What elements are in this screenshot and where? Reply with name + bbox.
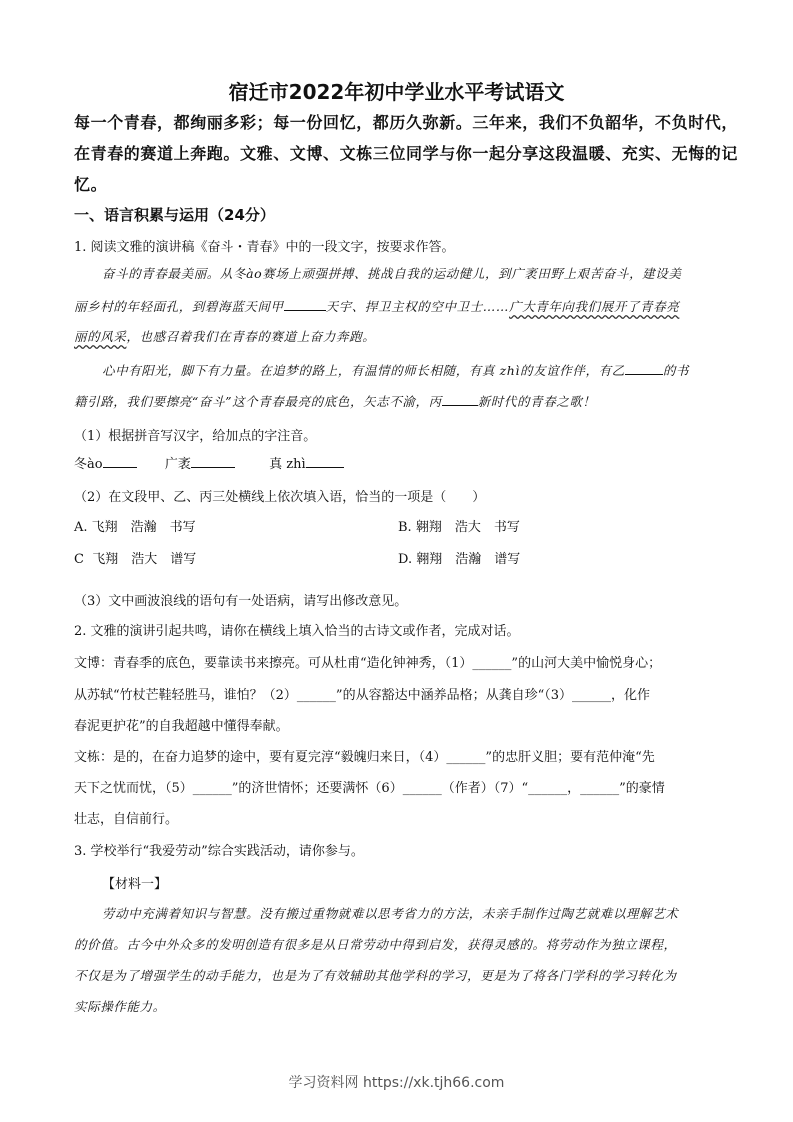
sub-question-3: （3）文中画波浪线的语句有一处语病，请写出修改意见。 <box>74 594 408 609</box>
dialogue-line-2: 从苏轼“竹杖芒鞋轻胜马，谁怕？（2）______”的从容豁达中涵养品格；从龚自珍“（3）______，化作 <box>74 688 650 703</box>
dialogue-line-3: 春泥更护花”的自我超越中懂得奉献。 <box>74 719 289 734</box>
question-3-stem: 3. 学校举行“我爱劳动”综合实践活动，请你参与。 <box>74 844 364 859</box>
material-line-2: 的价值。古今中外众多的发明创造有很多是从日常劳动中得到启发，获得灵感的。将劳动作为独立课程， <box>74 937 677 952</box>
question-1-stem: 1. 阅读文雅的演讲稿《奋斗・青春》中的一段文字，按要求作答。 <box>74 240 455 255</box>
intro-line-1: 每一个青春，都绚丽多彩；每一份回忆，都历久弥新。三年来，我们不负韶华，不负时代， <box>74 113 739 132</box>
pinyin-item: 真 zhì <box>269 457 306 472</box>
dialogue-line-5: 天下之忧而忧，（5）______”的济世情怀；还要满怀（6）______（作者）（7）“______，______”的豪情 <box>74 781 665 796</box>
passage-text: ，也感召着我们在青春的赛道上奋力奔跑。 <box>126 329 376 344</box>
option-a[interactable]: A. 飞翔 浩瀚 书写 <box>74 520 196 535</box>
footer-watermark: 学习资料网 https://xk.tjh66.com <box>288 1075 505 1091</box>
passage-text: 丽乡村的年轻面孔，到碧海蓝天间甲 <box>74 299 284 314</box>
passage-1-line-2 <box>74 297 734 315</box>
passage-1-line-1: 奋斗的青春最美丽。从冬ào赛场上顽强拼搏、挑战自我的运动健儿，到广袤田野上艰苦奋斗，建设美 <box>102 266 682 281</box>
dialogue-line-4: 文栋：是的，在奋力追梦的途中，要有夏完淳“毅魄归来日，（4）______”的忠肝义胆；要有范仲淹“先 <box>74 750 655 765</box>
page-title: 宿迁市2022年初中学业水平考试语文 <box>228 80 565 104</box>
pinyin-item: 广袤 <box>164 457 191 472</box>
question-2-stem: 2. 文雅的演讲引起共鸣，请你在横线上填入恰当的古诗文或作者，完成对话。 <box>74 624 520 639</box>
option-d[interactable]: D. 翱翔 浩瀚 谱写 <box>398 552 521 567</box>
pinyin-item: 冬ào <box>74 457 103 472</box>
intro-line-3: 忆。 <box>74 175 108 194</box>
material-line-1: 劳动中充满着知识与智慧。没有搬过重物就难以思考省力的方法，未亲手制作过陶艺就难以理解艺术 <box>102 906 679 921</box>
sub-question-2: （2）在文段甲、乙、丙三处横线上依次填入语，恰当的一项是（ ） <box>74 490 486 505</box>
blank-bing <box>442 393 478 406</box>
material-line-4: 实际操作能力。 <box>74 999 166 1014</box>
passage-text: 心中有阳光，脚下有力量。在追梦的路上，有温情的师长相随，有真 zhì的友谊作伴，有乙 <box>102 363 625 378</box>
section-heading: 一、语言积累与运用（24分） <box>74 206 275 224</box>
wavy-sentence: 广大青年向我们展开了青春亮 <box>509 299 680 314</box>
material-label: 【材料一】 <box>102 877 168 892</box>
dialogue-line-1: 文博：青春季的底色，要靠读书来擦亮。可从杜甫“造化钟神秀，（1）______”的山河大美中愉悦身心； <box>74 656 662 671</box>
sub-question-1: （1）根据拼音写汉字，给加点的字注音。 <box>74 429 317 444</box>
material-line-3: 不仅是为了增强学生的动手能力，也是为了有效辅助其他学科的学习，更是为了将各门学科的学习转化为 <box>74 968 677 983</box>
passage-text: 新时代的青春之歌！ <box>477 394 596 409</box>
blank-yi <box>625 362 663 375</box>
passage-text: 天宇、捍卫主权的空中卫士…… <box>325 299 510 314</box>
answer-blank[interactable] <box>191 455 235 468</box>
answer-blank[interactable] <box>103 455 137 468</box>
passage-1-line-3 <box>74 327 734 345</box>
passage-text: 的书 <box>662 363 690 378</box>
wavy-sentence: 丽的风采 <box>74 329 127 344</box>
dialogue-line-6: 壮志，自信前行。 <box>74 812 179 827</box>
option-b[interactable]: B. 翱翔 浩大 书写 <box>398 520 520 535</box>
passage-text: 籍引路，我们要擦亮“奋斗”这个青春最亮的底色，矢志不渝，丙 <box>74 394 442 409</box>
pinyin-row <box>74 453 734 472</box>
answer-blank[interactable] <box>306 455 344 468</box>
passage-2-line-2 <box>74 392 734 410</box>
passage-2-line-1 <box>102 361 793 379</box>
option-c[interactable]: C 飞翔 浩大 谱写 <box>74 552 197 567</box>
intro-line-2: 在青春的赛道上奔跑。文雅、文博、文栋三位同学与你一起分享这段温暖、充实、无悔的记 <box>74 144 739 163</box>
blank-jia <box>284 298 326 311</box>
